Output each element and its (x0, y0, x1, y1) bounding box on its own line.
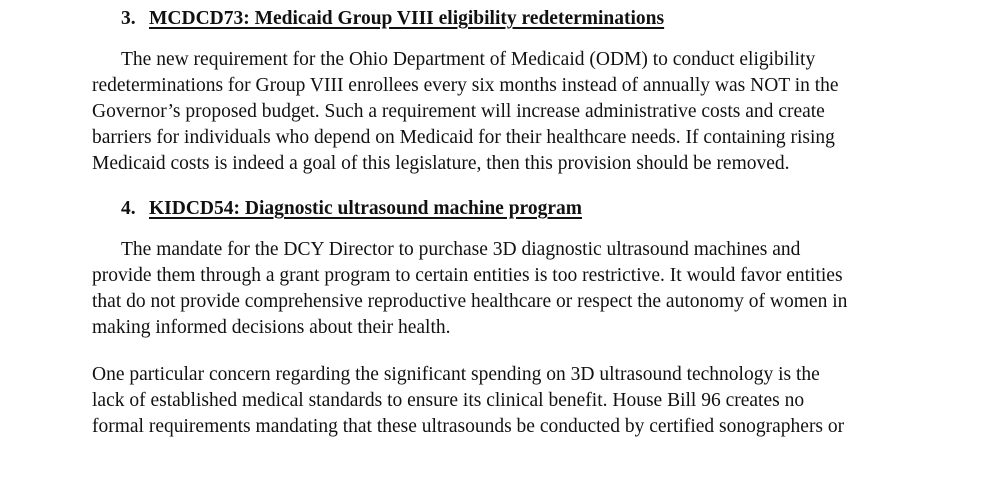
section-3-heading (121, 6, 664, 32)
section-4-title: KIDCD54: Diagnostic ultrasound machine program (149, 198, 582, 219)
section-3-number: 3. (121, 8, 136, 29)
section-3-paragraph-line-2: redeterminations for Group VIII enrollees every six months instead of annually was NOT in the (92, 75, 839, 96)
section-3-paragraph-line-4: barriers for individuals who depend on Medicaid for their healthcare needs. If containing rising (92, 127, 835, 148)
section-3-paragraph-line-3: Governor’s proposed budget. Such a requirement will increase administrative costs and create (92, 101, 825, 122)
section-4-paragraph-line-4: making informed decisions about their health. (92, 317, 451, 338)
section-3-title: MCDCD73: Medicaid Group VIII eligibility redeterminations (149, 8, 665, 29)
section-4-number: 4. (121, 198, 136, 219)
closing-paragraph-line-2: lack of established medical standards to ensure its clinical benefit. House Bill 96 creates no (92, 390, 805, 411)
section-3-paragraph-line-5: Medicaid costs is indeed a goal of this legislature, then this provision should be removed. (92, 153, 790, 174)
section-4-paragraph-line-2: provide them through a grant program to certain entities is too restrictive. It would favor entities (92, 265, 843, 286)
section-4-paragraph-line-3: that do not provide comprehensive reproductive healthcare or respect the autonomy of women in (92, 291, 848, 312)
section-3-paragraph-line-1: The new requirement for the Ohio Department of Medicaid (ODM) to conduct eligibility (121, 49, 816, 70)
closing-paragraph-line-3: formal requirements mandating that these ultrasounds be conducted by certified sonographers or (92, 416, 845, 437)
section-4-heading (121, 196, 582, 222)
closing-paragraph-line-1: One particular concern regarding the significant spending on 3D ultrasound technology is the (92, 364, 820, 385)
section-4-paragraph-line-1: The mandate for the DCY Director to purchase 3D diagnostic ultrasound machines and (121, 239, 801, 260)
